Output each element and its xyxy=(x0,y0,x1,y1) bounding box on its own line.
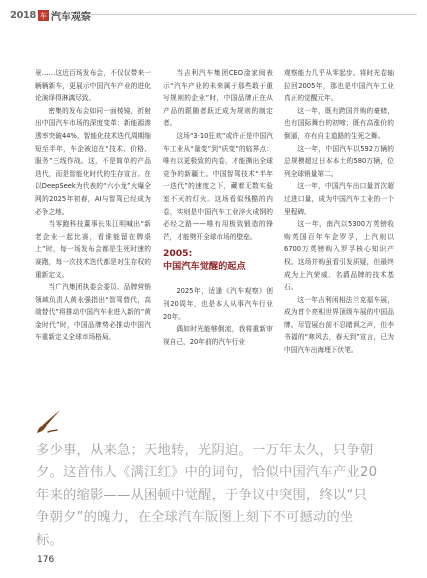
paragraph: 当零跑科技董事长朱江明喊出“新老企业一起比赛，看谁能留在牌桌上”时，每一场发布会都是生死时速的赛跑，每一次技术迭代都是对生存权的重新定义。 xyxy=(35,220,151,279)
paragraph: 这场“3·10狂欢”或许正是中国汽车工业从“量变”到“质变”的临界点：唯有以更极致的内卷，才能撕出全球竞争的新疆土。中国智驾技术“半年一迭代”的速度之下，藏着无数实验室不灭的灯火。这场看似残酷的内卷，实则是中国汽车工业淬火成钢的必经之路——唯有用极致锻造的锋芒，才能劈开全球市场的壁垒。 xyxy=(163,131,273,241)
header-rule xyxy=(60,14,417,15)
magazine-title: 汽车观察 xyxy=(50,12,91,23)
paragraph: 这一年，既有跨国并购的豪赌，也有国际舞台的初啼；既有高涨价的倒逼，亦有自主道路的生死之舞。 xyxy=(284,106,394,140)
pull-quote: 多少事，从来急；天地转，光阴迫。一万年太久，只争朝夕。这首伟人《满江红》中的词句，恰似中国汽车产业20年来的缩影——从困顿中觉醒，于争议中突围，终以“只争朝夕”的魄力，在全球汽车版图上刻下不可撼动的坐标。 xyxy=(36,443,378,548)
paragraph: 当吉利汽车集团CEO淦家阅表示“汽车产业的未来属于那些敢于重写规则的企业”时，中国品牌正在从产品的跟随者跃迁成为规则的制定者。 xyxy=(163,69,273,128)
brush-pen-icon xyxy=(36,408,64,434)
paragraph: 这一年，中国汽车出口量首次超过进口量，成为中国汽车工业的一个里程碑。 xyxy=(284,182,394,216)
page-header xyxy=(10,8,91,23)
section-number: 2005: xyxy=(163,248,193,260)
header-page-tag: 2018 xyxy=(10,10,36,21)
section-title: 中国汽车觉醒的起点 xyxy=(163,261,246,273)
page-number: 176 xyxy=(37,555,55,565)
paragraph: 景……这近百场发布会，不仅仅带来一辆辆新车，更展示中国汽车产业的进化论演绎得淋漓尽致。 xyxy=(35,69,151,103)
paragraph: 当广汽集团执委会委员、品牌营销领域负责人黄永强指出“智驾替代，高端替代”将推动中国汽车业进入新的“黄金时代”时，中国品牌势必推动中国汽车重新定义全球市场格局。 xyxy=(35,283,151,342)
article-column-2 xyxy=(163,67,273,348)
magazine-logo-icon: 车 xyxy=(39,11,47,20)
article-column-1 xyxy=(35,67,151,344)
paragraph: 这一年，南汽以5300万英镑收购英国百年车企罗孚，上汽则以6700万英镑购入罗孚核心知识产权。这场并购虽看引发质疑，但最终成为上汽荣威、名爵品牌的技术基石。 xyxy=(284,220,394,292)
paragraph: 观察能力几乎从零起步。将时光卷轴拉回2005年，那也是中国汽车工业真正的觉醒元年。 xyxy=(284,69,394,103)
section-heading xyxy=(163,247,273,273)
paragraph: 偶如时光能够倒流，我将重新审视自己，20年前的汽车行业 xyxy=(163,325,273,346)
paragraph: 2025年，适逢《汽车观察》创刊20周年，也是本人从事汽车行业20年。 xyxy=(163,287,273,321)
paragraph: 这一年，中国汽车以592万辆的总规模超过日本本土的580万辆，位列全球销量第二。 xyxy=(284,144,394,178)
paragraph: 这一年吉利闲相法兰克福车展，成为首个亮相世界顶级车展的中国品牌。尽管展台前不忍睹讽之声，但李书福的“寒风去，春天到”宣言，已为中国汽车出海埋下伏笔。 xyxy=(284,295,394,355)
article-column-3 xyxy=(284,67,394,357)
paragraph: 密集的发布会如同一面棱镜，折射出中国汽车市场的深度变革：新能源渗透率突破44%，智能化技术迭代周期缩短至半年，车企被迫在“技术、价格、服务”三线作战。这，不是简单的产品迭代，而是智能化时代的生存宣言。在以DeepSeek为代表的“六小龙”火爆全网的2025年初春，AI与智驾已经成为必争之地。 xyxy=(35,106,151,216)
